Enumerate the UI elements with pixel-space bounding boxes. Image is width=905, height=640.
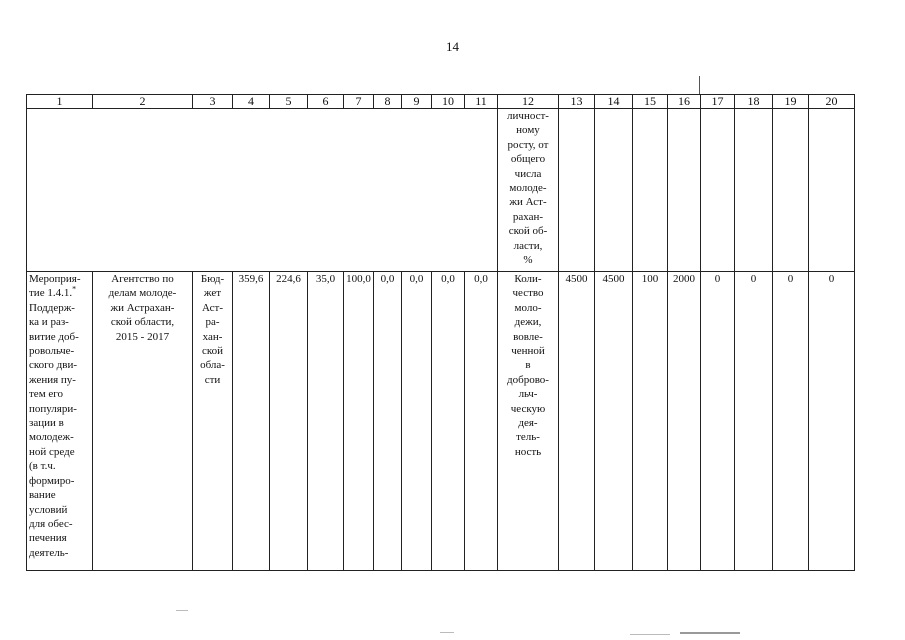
indicator-value-cell: 0 (773, 272, 809, 571)
text-line: Коли- (514, 273, 542, 285)
text-line: формиро- (29, 474, 75, 487)
text-line: обла- (200, 359, 225, 372)
header-cell: 2 (93, 95, 193, 109)
indicator-value-cell: 4500 (595, 272, 633, 571)
text-line: % (523, 254, 533, 267)
text-line: ченной (511, 345, 545, 358)
text-line: хан- (202, 330, 223, 343)
text-line: жи Астрахан- (110, 301, 175, 314)
text-line: тель- (516, 431, 540, 444)
text-line: витие доб- (29, 330, 79, 343)
text-line: вовле- (513, 330, 543, 343)
scan-artifact (440, 632, 454, 633)
header-cell: 14 (595, 95, 633, 109)
header-cell: 6 (308, 95, 344, 109)
indicator-value-cell: 2000 (668, 272, 701, 571)
indicator-value-cell: 0 (809, 272, 855, 571)
text-line: личност- (507, 110, 549, 122)
text-line: делам молоде- (108, 287, 177, 300)
text-line: (в т.ч. (29, 460, 56, 473)
header-cell: 9 (402, 95, 432, 109)
text-line: ческую (510, 402, 546, 415)
text-line: ского дви- (29, 359, 77, 372)
funding-value-cell: 359,6 (233, 272, 270, 571)
text-line: Агентство по (111, 273, 174, 285)
funding-value-cell: 0,0 (402, 272, 432, 571)
header-cell: 16 (668, 95, 701, 109)
text-line: жения пу- (29, 373, 76, 386)
text-line (29, 286, 90, 300)
text-line: числа (514, 167, 542, 180)
funding-value-cell: 35,0 (308, 272, 344, 571)
text-line: ской области, (110, 316, 175, 329)
header-cell: 12 (498, 95, 559, 109)
text-line: Поддерж- (29, 301, 75, 314)
text-line: доброво- (507, 373, 549, 386)
continuation-indicator-cell (498, 109, 559, 272)
scan-artifact (176, 610, 188, 611)
measure-name-cell (27, 272, 93, 571)
empty-cell (735, 109, 773, 272)
text-line: печения (29, 532, 67, 545)
text-line: молоде- (509, 182, 547, 195)
text-line: 2015 - 2017 (115, 330, 170, 343)
text-line: для обес- (29, 517, 73, 530)
text-line: условий (29, 503, 68, 516)
text-line: ра- (205, 316, 220, 329)
text-line: молодеж- (29, 431, 74, 444)
footnote-marker: * (72, 284, 77, 294)
text-line: ской (201, 345, 224, 358)
indicator-value-cell: 4500 (559, 272, 595, 571)
text-line: в (525, 359, 531, 372)
executor-cell (93, 272, 193, 571)
indicator-value-cell: 0 (701, 272, 735, 571)
text-line: ной среде (29, 445, 75, 458)
empty-cell (668, 109, 701, 272)
text-line: общего (510, 153, 546, 166)
empty-cell (633, 109, 668, 272)
text-line: льч- (518, 388, 538, 401)
header-cell: 10 (432, 95, 465, 109)
funding-value-cell: 0,0 (465, 272, 498, 571)
text-line: чество (512, 287, 544, 300)
program-table (26, 94, 855, 571)
empty-cell (809, 109, 855, 272)
text-line: ской об- (508, 225, 548, 238)
margin-tick-mark (699, 76, 700, 94)
header-cell: 18 (735, 95, 773, 109)
text-line: ласти, (513, 239, 543, 252)
text-line: дея- (518, 417, 538, 430)
text-line: деятель- (29, 546, 69, 559)
header-cell: 20 (809, 95, 855, 109)
funding-value-cell: 100,0 (344, 272, 374, 571)
header-cell: 8 (374, 95, 402, 109)
scan-artifact (680, 632, 740, 634)
text-line: Аст- (201, 301, 224, 314)
text-line: жи Аст- (509, 196, 547, 209)
indicator-value-cell: 100 (633, 272, 668, 571)
empty-cell (773, 109, 809, 272)
empty-cell (559, 109, 595, 272)
measure-row (27, 272, 855, 571)
text-line: вание (29, 489, 56, 502)
text-line: ровольче- (29, 345, 75, 358)
text-line: Бюд- (200, 273, 225, 285)
funding-value-cell: 0,0 (432, 272, 465, 571)
header-cell: 1 (27, 95, 93, 109)
funding-value-cell: 0,0 (374, 272, 402, 571)
header-cell: 11 (465, 95, 498, 109)
text-line: рахан- (512, 210, 544, 223)
empty-cell (595, 109, 633, 272)
header-row (27, 95, 855, 109)
indicator-name-cell (498, 272, 559, 571)
empty-cell (701, 109, 735, 272)
text-line: ность (514, 445, 542, 458)
header-cell: 19 (773, 95, 809, 109)
text-line: Мероприя- (29, 273, 81, 285)
text-line: зации в (29, 417, 64, 430)
text-line: моло- (514, 301, 542, 314)
indicator-value-cell: 0 (735, 272, 773, 571)
header-cell: 4 (233, 95, 270, 109)
page-number: 14 (446, 39, 459, 54)
header-cell: 3 (193, 95, 233, 109)
header-cell: 5 (270, 95, 308, 109)
text-line: дежи, (514, 316, 542, 329)
text-line: тем его (29, 388, 64, 401)
continuation-empty-cell (27, 109, 498, 272)
text-line: сти (204, 373, 221, 386)
text-line: ка и раз- (29, 316, 69, 329)
header-cell: 17 (701, 95, 735, 109)
text-line: росту, от (507, 138, 549, 151)
text-fragment: тие 1.4.1. (29, 287, 73, 300)
text-line: популяри- (29, 402, 77, 415)
header-cell: 13 (559, 95, 595, 109)
scan-artifact (630, 634, 670, 635)
text-line: жет (203, 287, 222, 300)
continuation-row (27, 109, 855, 272)
header-cell: 15 (633, 95, 668, 109)
text-line: ному (516, 124, 540, 137)
funding-value-cell: 224,6 (270, 272, 308, 571)
funding-source-cell (193, 272, 233, 571)
header-cell: 7 (344, 95, 374, 109)
